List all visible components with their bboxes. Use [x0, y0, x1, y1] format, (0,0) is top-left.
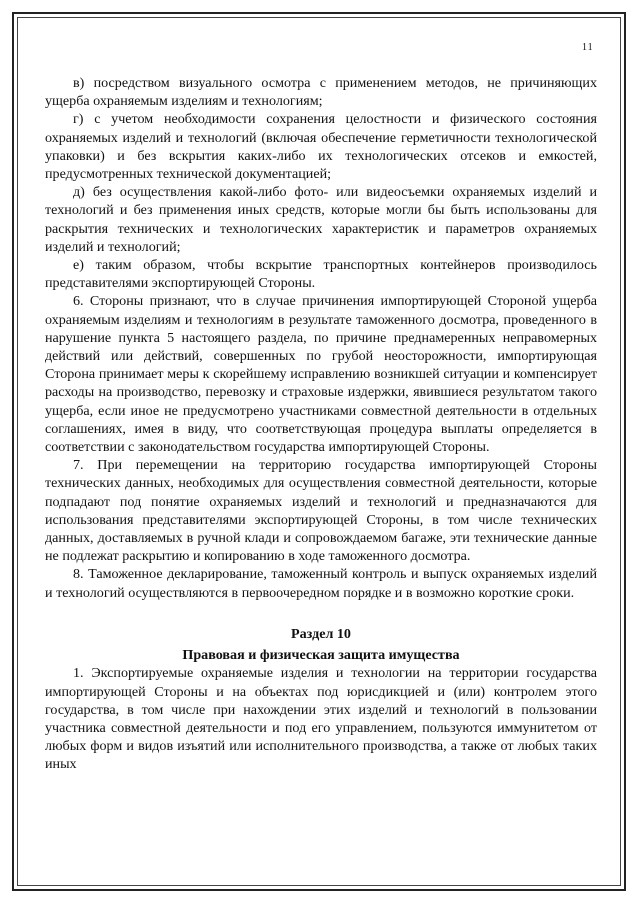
paragraph-d: д) без осуществления какой-либо фото- или видеосъемки охраняемых изделий и технологий и без применения иных средств, которые могли бы быть использованы для раскрытия технических и технологических характеристик и параметров охраняемых изделий и технологий;	[45, 184, 597, 255]
paragraph-8: 8. Таможенное декларирование, таможенный контроль и выпуск охраняемых изделий и технологий осуществляются в первоочередном порядке и в возможно короткие сроки.	[45, 566, 597, 601]
paragraph-6: 6. Стороны признают, что в случае причинения импортирующей Стороной ущерба охраняемым изделиям и технологиям в результате таможенного досмотра, проведенного в нарушение пункта 5 настоящего раздела, по причине преднамеренных неправомерных действий или действий, совершенных по грубой неосторожности, импортирующая Сторона принимает меры к скорейшему исправлению возникшей ситуации и компенсирует расходы на производство, перевозку и страховые издержки, явившиеся результатом такого ущерба, если иное не предусмотрено участниками совместной деятельности в отдельных соглашениях, имея в виду, что соответствующая процедура выплаты определяется в соответствии с законодательством государства импортирующей Стороны.	[45, 293, 597, 456]
paragraph-7: 7. При перемещении на территорию государства импортирующей Стороны технических данных, необходимых для осуществления совместной деятельности, которые подпадают под понятие охраняемых изделий и технологий и предназначаются для использования представителями экспортирующей Стороны, в том числе технических данных, доставляемых в ручной клади и сопровождаемом багаже, эти технические данные не подлежат раскрытию и копированию в ходе таможенного досмотра.	[45, 457, 597, 565]
paragraph-v: в) посредством визуального осмотра с применением методов, не причиняющих ущерба охраняемым изделиям и технологиям;	[45, 75, 597, 110]
document-body	[45, 74, 597, 774]
section-title: Правовая и физическая защита имущества	[182, 647, 460, 664]
page-number: 11	[582, 42, 594, 53]
paragraph-10-1: 1. Экспортируемые охраняемые изделия и технологии на территории государства импортирующей Стороны и на объектах под юрисдикцией и (или) контролем этого государства, в том числе при нахождении этих изделий и технологий в пользовании участника совместной деятельности и под его управлением, пользуются иммунитетом от любых форм и видов изъятий или исполнительного производства, а также от любых таких иных	[45, 665, 597, 773]
paragraph-g: г) с учетом необходимости сохранения целостности и физического состояния охраняемых изделий и технологий (включая обеспечение герметичности технологической упаковки) и без вскрытия каких-либо их технологических отсеков и емкостей, предусмотренных технической документацией;	[45, 111, 597, 183]
paragraph-e: е) таким образом, чтобы вскрытие транспортных контейнеров производилось представителями экспортирующей Стороны.	[45, 257, 597, 292]
section-number: Раздел 10	[291, 625, 351, 642]
